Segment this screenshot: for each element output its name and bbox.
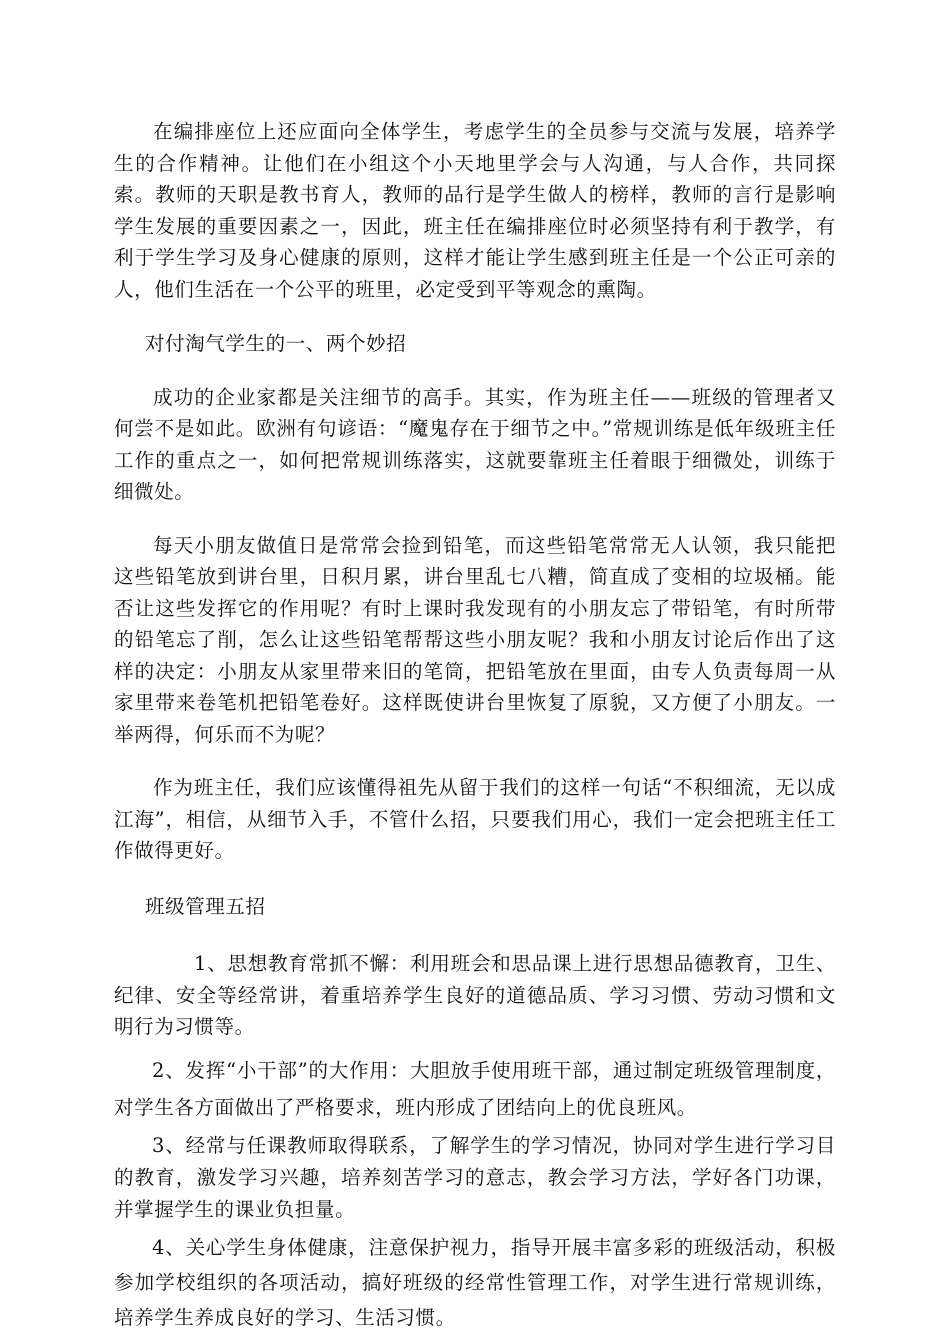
section-heading-five-tips: 班级管理五招 [145, 894, 266, 918]
paragraph-pencils: 每天小朋友做值日是常常会捡到铅笔，而这些铅笔常常无人认领，我只能把这些铅笔放到讲台里，日积月累，讲台里乱七八糟，简直成了变相的垃圾桶。能否让这些发挥它的作用呢？有时上课时我发现有的小朋友忘了带铅笔，有时所带的铅笔忘了削，怎么让这些铅笔帮帮这些小朋友呢？我和小朋友讨论后作出了这样的决定：小朋友从家里带来旧的笔筒，把铅笔放在里面，由专人负责每周一从家里带来卷笔机把铅笔卷好。这样既使讲台里恢复了原貌，又方便了小朋友。一举两得，何乐而不为呢？ [114, 533, 836, 746]
document-page [114, 116, 836, 1335]
paragraph-details: 成功的企业家都是关注细节的高手。其实，作为班主任——班级的管理者又何尝不是如此。欧洲有句谚语：“魔鬼存在于细节之中。”常规训练是低年级班主任工作的重点之一，如何把常规训练落实，这就要靠班主任着眼于细微处，训练于细微处。 [114, 385, 836, 503]
paragraph-seating: 在编排座位上还应面向全体学生，考虑学生的全员参与交流与发展，培养学生的合作精神。让他们在小组这个小天地里学会与人沟通，与人合作，共同探索。教师的天职是教书育人，教师的品行是学生做人的榜样，教师的言行是影响学生发展的重要因素之一，因此，班主任在编排座位时必须坚持有利于教学，有利于学生学习及身心健康的原则，这样才能让学生感到班主任是一个公正可亲的人，他们生活在一个公平的班里，必定受到平等观念的熏陶。 [114, 120, 836, 301]
list-item: 3、经常与任课教师取得联系，了解学生的学习情况，协同对学生进行学习目的教育，激发学习兴趣，培养刻苦学习的意志，教会学习方法，学好各门功课，并掌握学生的课业负担量。 [114, 1133, 836, 1221]
list-item: 2、发挥“小干部”的大作用：大胆放手使用班干部，通过制定班级管理制度，对学生各方面做出了严格要求，班内形成了团结向上的优良班风。 [114, 1058, 836, 1119]
paragraph-conclusion: 作为班主任，我们应该懂得祖先从留于我们的这样一句话“不积细流，无以成江海”，相信，从细节入手，不管什么招，只要我们用心，我们一定会把班主任工作做得更好。 [114, 776, 836, 862]
list-item: 1、思想教育常抓不懈：利用班会和思品课上进行思想品德教育，卫生、纪律、安全等经常讲，着重培养学生良好的道德品质、学习习惯、劳动习惯和文明行为习惯等。 [114, 952, 836, 1038]
section-heading-naughty-students: 对付淘气学生的一、两个妙招 [145, 332, 407, 355]
list-item: 4、关心学生身体健康，注意保护视力，指导开展丰富多彩的班级活动，积极参加学校组织的各项活动，搞好班级的经常性管理工作，对学生进行常规训练，培养学生养成良好的学习、生活习惯。 [114, 1235, 836, 1329]
